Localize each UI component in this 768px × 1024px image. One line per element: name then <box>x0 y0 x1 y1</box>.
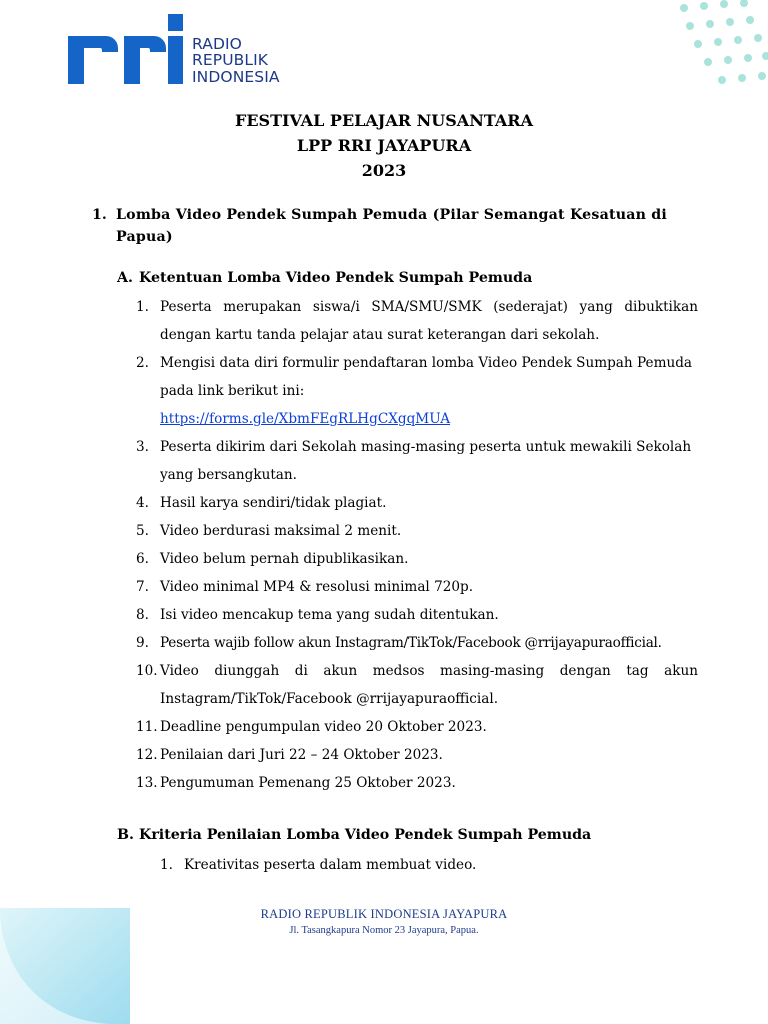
list-item <box>136 545 698 573</box>
item-text: Isi video mencakup tema yang sudah ditentukan. <box>160 607 499 623</box>
section-a-title: Ketentuan Lomba Video Pendek Sumpah Pemuda <box>139 270 533 286</box>
item-number: 9. <box>136 635 149 651</box>
section-b-heading <box>117 825 591 845</box>
list-item <box>136 517 698 545</box>
item-text: Peserta wajib follow akun Instagram/TikTok/Facebook @rrijayapuraofficial. <box>160 635 662 651</box>
title-line-2: LPP RRI JAYAPURA <box>296 136 472 155</box>
logo-word-1: RADIO <box>192 34 242 53</box>
item-number: 1. <box>160 857 173 873</box>
item-text: Peserta dikirim dari Sekolah masing-masing peserta untuk mewakili Sekolah yang bersangkutan. <box>160 439 692 483</box>
section-1-number: 1. <box>92 207 107 223</box>
item-text: Mengisi data diri formulir pendaftaran lomba Video Pendek Sumpah Pemuda pada link berikut ini: <box>160 355 693 399</box>
item-number: 5. <box>136 523 149 539</box>
section-b-title: Kriteria Penilaian Lomba Video Pendek Sumpah Pemuda <box>139 827 592 843</box>
item-text: Video belum pernah dipublikasikan. <box>160 551 409 567</box>
decorative-dots-icon <box>678 0 768 95</box>
list-item <box>136 769 698 797</box>
rri-logo <box>68 14 280 86</box>
item-text: Hasil karya sendiri/tidak plagiat. <box>160 495 387 511</box>
list-item <box>136 349 698 433</box>
list-item <box>136 629 698 657</box>
logo-word-3: INDONESIA <box>192 67 280 86</box>
section-b-letter: B. <box>117 827 134 843</box>
list-item <box>160 852 700 878</box>
item-text: Video berdurasi maksimal 2 menit. <box>160 523 402 539</box>
list-item <box>136 293 698 349</box>
list-item <box>136 601 698 629</box>
list-item <box>136 573 698 601</box>
item-text: Video minimal MP4 & resolusi minimal 720p. <box>160 579 474 595</box>
footer-organization: RADIO REPUBLIK INDONESIA JAYAPURA <box>260 907 508 921</box>
item-number: 1. <box>136 299 149 315</box>
list-item <box>136 433 698 489</box>
section-a-heading <box>117 268 532 288</box>
section-1-heading <box>92 204 672 248</box>
list-item <box>136 741 698 769</box>
page-footer <box>0 905 768 939</box>
section-a-letter: A. <box>117 270 133 286</box>
item-number: 12. <box>136 747 158 763</box>
section-b-list <box>160 852 700 878</box>
item-number: 8. <box>136 607 149 623</box>
item-number: 7. <box>136 579 149 595</box>
list-item <box>136 657 698 713</box>
document-title <box>0 108 768 183</box>
item-number: 2. <box>136 355 149 371</box>
item-number: 11. <box>136 719 158 735</box>
section-a-list <box>136 293 698 797</box>
list-item <box>136 713 698 741</box>
item-number: 10. <box>136 663 158 679</box>
title-line-1: FESTIVAL PELAJAR NUSANTARA <box>235 111 533 130</box>
registration-form-link[interactable]: https://forms.gle/XbmFEgRLHgCXgqMUA <box>160 411 451 427</box>
section-1-title: Lomba Video Pendek Sumpah Pemuda (Pilar Semangat Kesatuan di Papua) <box>116 207 667 245</box>
logo-word-2: REPUBLIK <box>192 51 269 69</box>
item-number: 3. <box>136 439 149 455</box>
rri-logo-icon <box>68 14 184 86</box>
item-number: 6. <box>136 551 149 567</box>
item-text: Kreativitas peserta dalam membuat video. <box>184 857 477 873</box>
footer-address: Jl. Tasangkapura Nomor 23 Jayapura, Papua. <box>289 925 479 936</box>
list-item <box>136 489 698 517</box>
item-text: Deadline pengumpulan video 20 Oktober 2023. <box>160 719 487 735</box>
item-text: Peserta merupakan siswa/i SMA/SMU/SMK (sederajat) yang dibuktikan dengan kartu tanda pelajar atau surat keterangan dari sekolah. <box>160 299 698 343</box>
item-text: Pengumuman Pemenang 25 Oktober 2023. <box>160 775 456 791</box>
title-line-3: 2023 <box>361 161 407 180</box>
item-text: Penilaian dari Juri 22 – 24 Oktober 2023. <box>160 747 443 763</box>
item-number: 13. <box>136 775 158 791</box>
item-text: Video diunggah di akun medsos masing-masing dengan tag akun Instagram/TikTok/Facebook @rrijayapuraofficial. <box>160 663 698 707</box>
item-number: 4. <box>136 495 149 511</box>
logo-wordmark <box>192 36 280 86</box>
